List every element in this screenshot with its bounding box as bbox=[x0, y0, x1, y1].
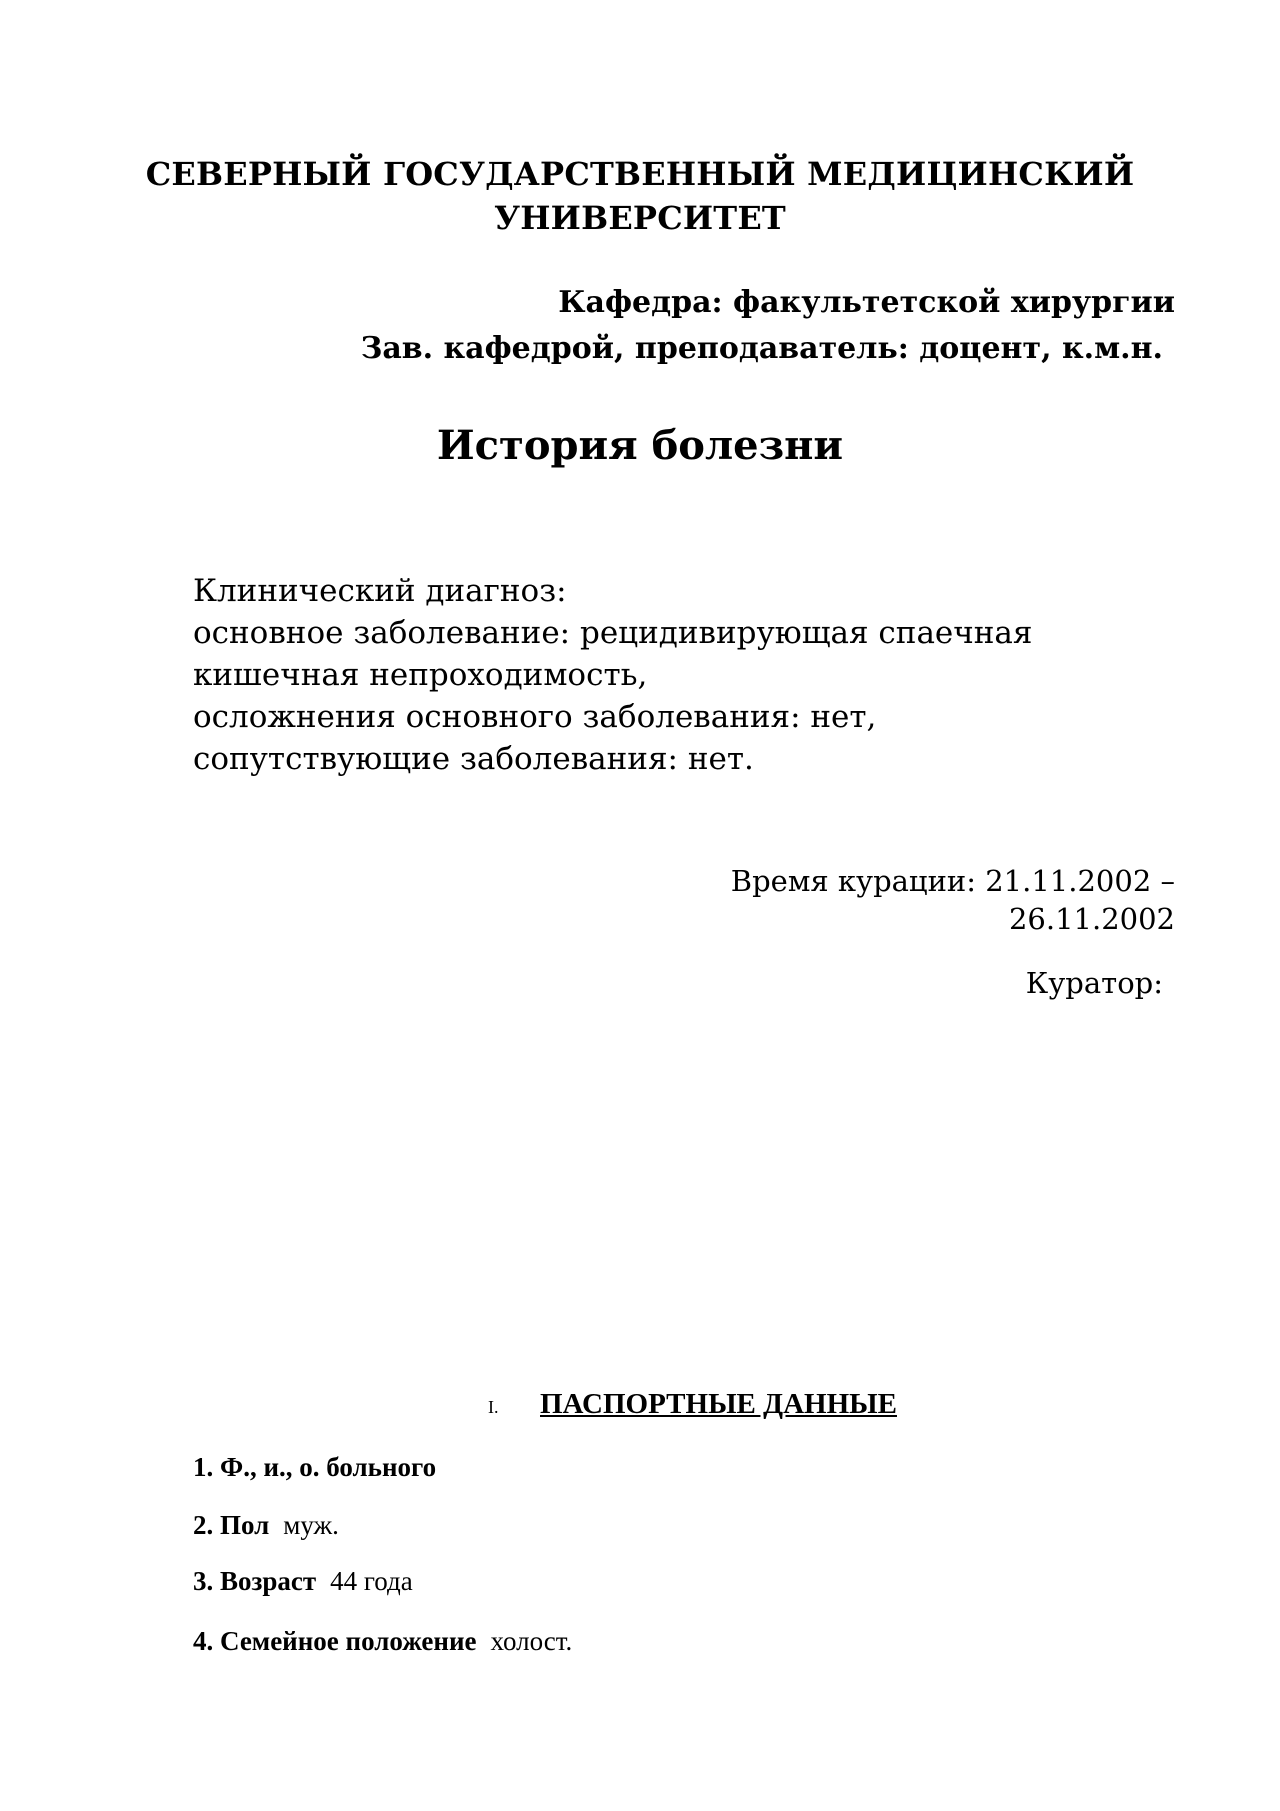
diagnosis-line: осложнения основного заболевания: нет, bbox=[193, 699, 877, 735]
field-label: 3. Возраст bbox=[193, 1566, 317, 1596]
university-name-line2: УНИВЕРСИТЕТ bbox=[494, 199, 786, 237]
field-sex bbox=[193, 1508, 339, 1542]
section-heading bbox=[488, 1388, 897, 1421]
section-number: I. bbox=[488, 1397, 499, 1417]
document-title: История болезни bbox=[436, 422, 844, 469]
curation-period bbox=[731, 862, 1175, 938]
field-age bbox=[193, 1564, 413, 1598]
field-patient-name bbox=[193, 1450, 450, 1484]
university-name-line1: СЕВЕРНЫЙ ГОСУДАРСТВЕННЫЙ МЕДИЦИНСКИЙ bbox=[145, 155, 1135, 193]
department-name: Кафедра: факультетской хирургии bbox=[558, 285, 1175, 320]
diagnosis-line: сопутствующие заболевания: нет. bbox=[193, 741, 754, 777]
field-marital-status bbox=[193, 1624, 572, 1658]
field-value: 44 года bbox=[330, 1566, 413, 1596]
department-head: Зав. кафедрой, преподаватель: доцент, к.м.н. bbox=[360, 331, 1163, 366]
diagnosis-line: Клинический диагноз: bbox=[193, 573, 567, 609]
section-title: ПАСПОРТНЫЕ ДАННЫЕ bbox=[540, 1388, 897, 1420]
field-label: 4. Семейное положение bbox=[193, 1626, 477, 1656]
curation-period-line2: 26.11.2002 bbox=[1008, 902, 1175, 936]
diagnosis-line: кишечная непроходимость, bbox=[193, 657, 648, 693]
field-label: 1. Ф., и., о. больного bbox=[193, 1452, 437, 1482]
curation-period-line1: Время курации: 21.11.2002 – bbox=[730, 864, 1175, 898]
field-label: 2. Пол bbox=[193, 1510, 270, 1540]
clinical-diagnosis bbox=[193, 570, 1032, 780]
field-value: муж. bbox=[283, 1510, 339, 1540]
curator-label: Куратор: bbox=[1025, 966, 1163, 1000]
field-value: холост. bbox=[490, 1626, 573, 1656]
diagnosis-line: основное заболевание: рецидивирующая спаечная bbox=[193, 615, 1033, 651]
department-block bbox=[361, 280, 1175, 372]
university-name bbox=[140, 152, 1140, 240]
